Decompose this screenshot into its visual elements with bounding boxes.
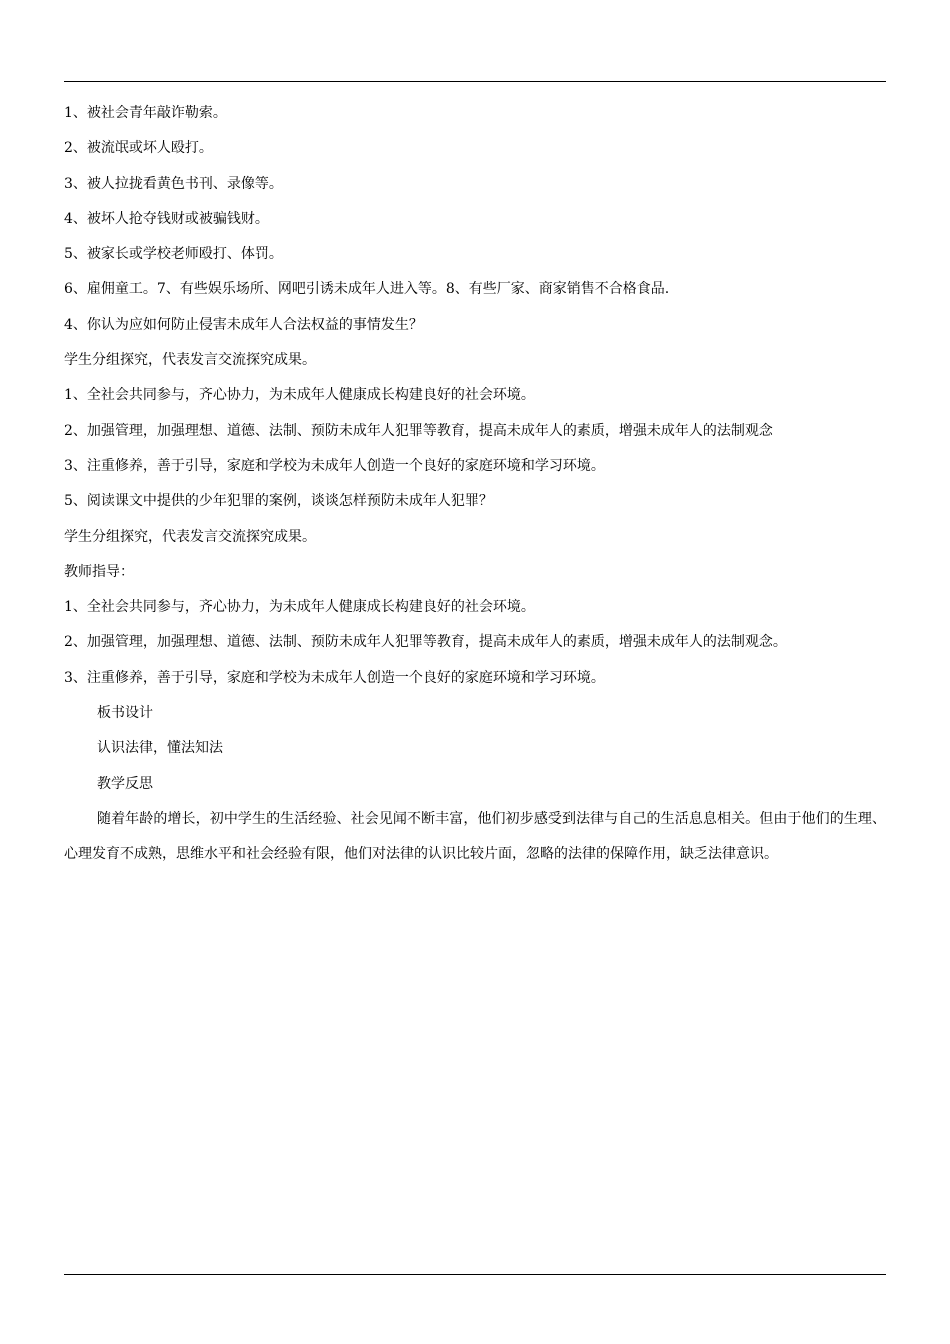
board-design-heading: 板书设计 xyxy=(97,705,153,722)
question-line: 4、你认为应如何防止侵害未成年人合法权益的事情发生？ xyxy=(64,316,423,333)
text-line: 学生分组探究，代表发言交流探究成果。 xyxy=(64,352,316,369)
text-line: 学生分组探究，代表发言交流探究成果。 xyxy=(64,528,316,545)
board-design-content: 认识法律，懂法知法 xyxy=(97,740,223,757)
text-line: 2、被流氓或坏人殴打。 xyxy=(64,140,213,157)
reflection-paragraph: 随着年龄的增长，初中学生的生活经验、社会见闻不断丰富，他们初步感受到法律与自己的生活息息相关。但由于他们的生理、心理发育不成熟，思维水平和社会经验有限，他们对法律的认识比较片面，忽略的法律的保障作用，缺乏法律意识。 xyxy=(64,810,886,863)
text-line: 4、被坏人抢夺钱财或被骗钱财。 xyxy=(64,210,269,227)
text-line: 1、全社会共同参与，齐心协力，为未成年人健康成长构建良好的社会环境。 xyxy=(64,599,535,616)
text-line: 6、雇佣童工。7、有些娱乐场所、网吧引诱未成年人进入等。8、有些厂家、商家销售不合格食品. xyxy=(64,281,670,298)
text-line: 3、注重修养，善于引导，家庭和学校为未成年人创造一个良好的家庭环境和学习环境。 xyxy=(64,457,605,474)
text-line: 1、全社会共同参与，齐心协力，为未成年人健康成长构建良好的社会环境。 xyxy=(64,387,535,404)
text-line: 3、注重修养，善于引导，家庭和学校为未成年人创造一个良好的家庭环境和学习环境。 xyxy=(64,669,605,686)
text-line: 5、被家长或学校老师殴打、体罚。 xyxy=(64,246,283,263)
reflection-heading: 教学反思 xyxy=(97,775,153,792)
teacher-guidance-label: 教师指导： xyxy=(64,563,134,580)
text-line: 2、加强管理，加强理想、道德、法制、预防未成年人犯罪等教育，提高未成年人的素质，增强未成年人的法制观念 xyxy=(64,422,773,439)
footer-rule xyxy=(64,1274,886,1275)
question-line: 5、阅读课文中提供的少年犯罪的案例，谈谈怎样预防未成年人犯罪？ xyxy=(64,493,493,510)
document-body xyxy=(64,96,886,873)
text-line: 1、被社会青年敲诈勒索。 xyxy=(64,105,227,121)
header-rule xyxy=(64,81,886,82)
text-line: 2、加强管理，加强理想、道德、法制、预防未成年人犯罪等教育，提高未成年人的素质，增强未成年人的法制观念。 xyxy=(64,634,787,651)
text-line: 3、被人拉拢看黄色书刊、录像等。 xyxy=(64,175,283,192)
